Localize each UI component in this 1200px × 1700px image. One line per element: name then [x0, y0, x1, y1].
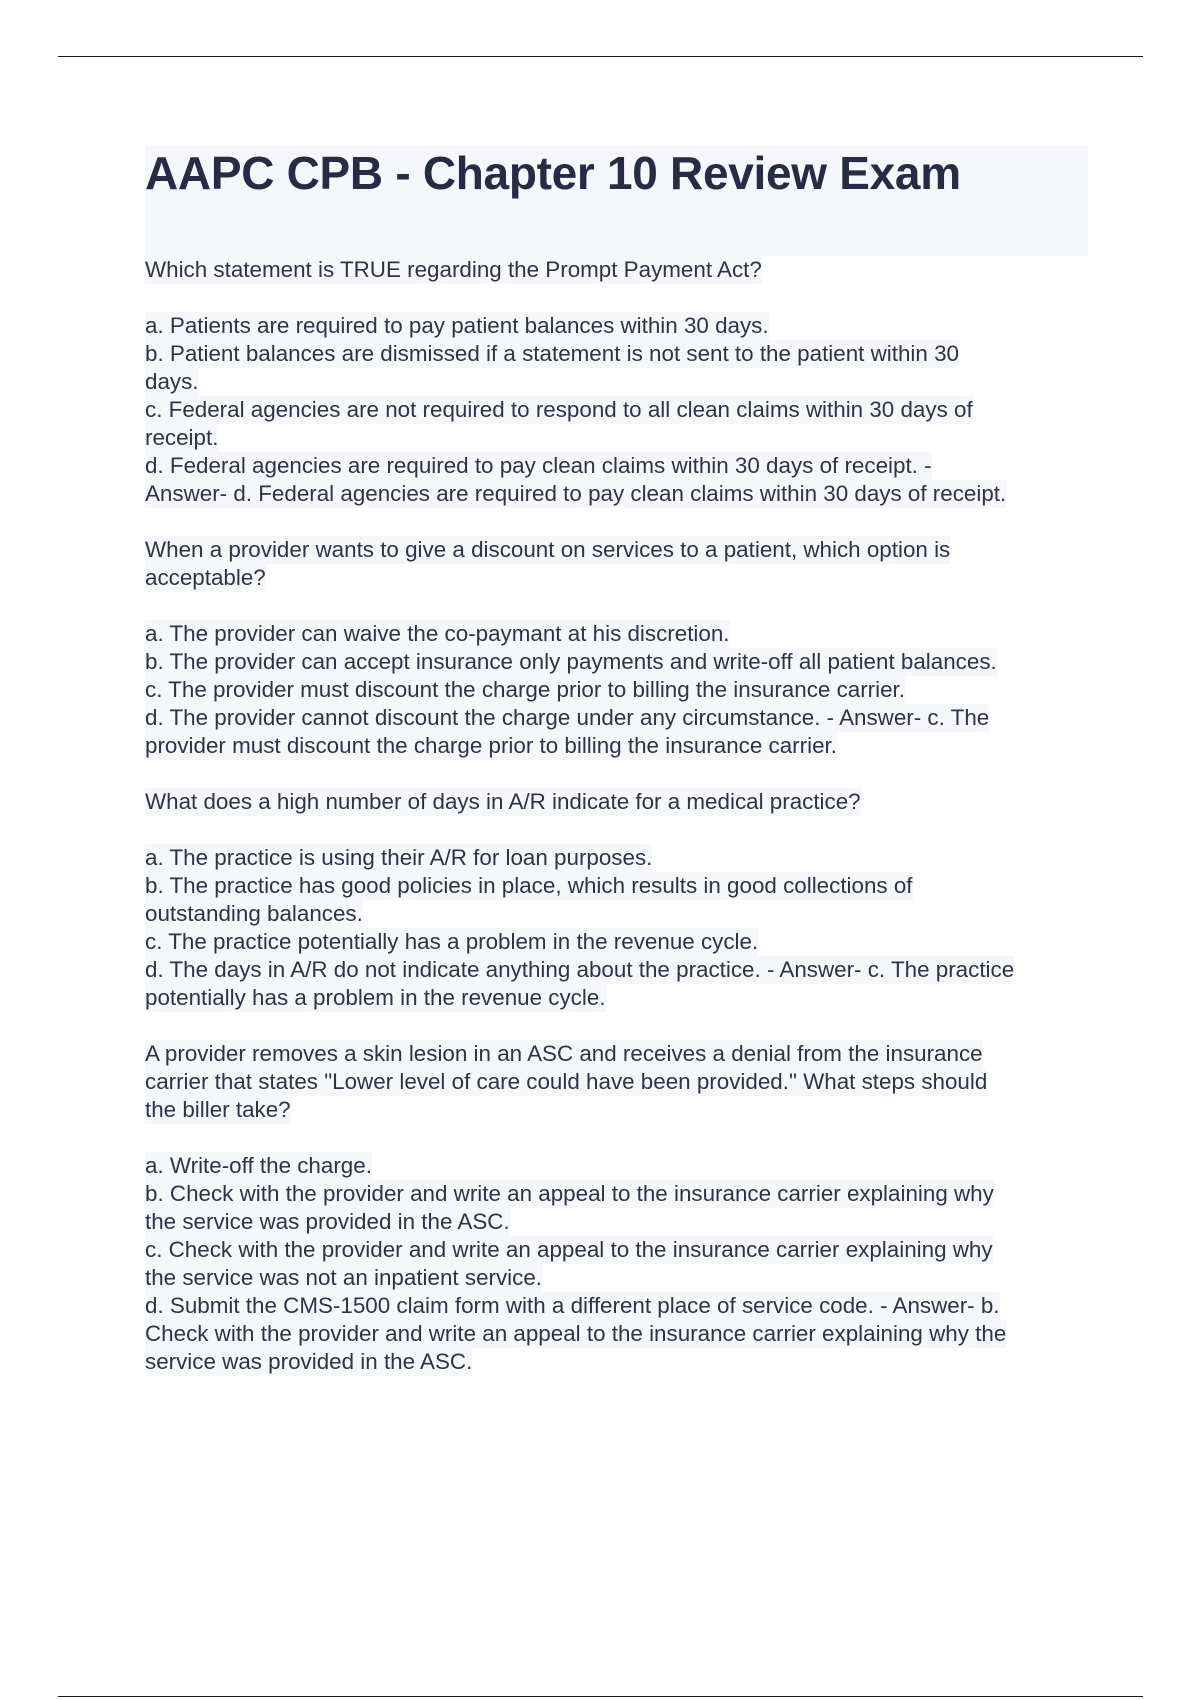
question-text: carrier that states "Lower level of care could have been provided." What steps should: [145, 1069, 988, 1094]
answer-key: Answer- d. Federal agencies are required to pay clean claims within 30 days of receipt.: [145, 481, 1007, 506]
answer-option: the service was provided in the ASC.: [145, 1209, 510, 1234]
answer-option: a. The practice is using their A/R for loan purposes.: [145, 845, 653, 870]
question-text: A provider removes a skin lesion in an ASC and receives a denial from the insurance: [145, 1041, 983, 1066]
top-rule: [58, 56, 1143, 57]
answer-option: c. Federal agencies are not required to respond to all clean claims within 30 days of: [145, 397, 973, 422]
answer-option: b. Check with the provider and write an appeal to the insurance carrier explaining why: [145, 1181, 994, 1206]
answer-option: outstanding balances.: [145, 901, 363, 926]
page-title: AAPC CPB - Chapter 10 Review Exam: [145, 147, 961, 199]
question-block: [145, 256, 1095, 508]
answer-option: c. The practice potentially has a problem in the revenue cycle.: [145, 929, 759, 954]
answer-option: c. Check with the provider and write an appeal to the insurance carrier explaining why: [145, 1237, 993, 1262]
answer-option: a. Write-off the charge.: [145, 1153, 372, 1178]
answer-option: d. The provider cannot discount the charge under any circumstance. - Answer- c. The: [145, 705, 990, 730]
answer-option: b. Patient balances are dismissed if a statement is not sent to the patient within 30: [145, 341, 959, 366]
question-block: [145, 536, 1095, 760]
answer-option: days.: [145, 369, 199, 394]
answer-option: d. Submit the CMS-1500 claim form with a different place of service code. - Answer- b.: [145, 1293, 1000, 1318]
answer-option: receipt.: [145, 425, 219, 450]
answer-option: d. Federal agencies are required to pay clean claims within 30 days of receipt. -: [145, 453, 932, 478]
question-block: [145, 1040, 1095, 1376]
answer-option: c. The provider must discount the charge prior to billing the insurance carrier.: [145, 677, 906, 702]
answer-key: Check with the provider and write an appeal to the insurance carrier explaining why the: [145, 1321, 1007, 1346]
answer-option: b. The practice has good policies in place, which results in good collections of: [145, 873, 913, 898]
answer-option: d. The days in A/R do not indicate anything about the practice. - Answer- c. The practice: [145, 957, 1015, 982]
question-text: acceptable?: [145, 565, 266, 590]
answer-option: the service was not an inpatient service.: [145, 1265, 543, 1290]
answer-option: a. Patients are required to pay patient balances within 30 days.: [145, 313, 769, 338]
answer-key: potentially has a problem in the revenue cycle.: [145, 985, 606, 1010]
question-list: [145, 256, 1095, 1404]
bottom-rule: [58, 1696, 1143, 1697]
answer-key: provider must discount the charge prior to billing the insurance carrier.: [145, 733, 837, 758]
question-text: What does a high number of days in A/R indicate for a medical practice?: [145, 789, 861, 814]
answer-option: a. The provider can waive the co-paymant at his discretion.: [145, 621, 730, 646]
question-text: Which statement is TRUE regarding the Prompt Payment Act?: [145, 257, 762, 282]
question-text: the biller take?: [145, 1097, 291, 1122]
answer-option: b. The provider can accept insurance only payments and write-off all patient balances.: [145, 649, 997, 674]
question-block: [145, 788, 1095, 1012]
answer-key: service was provided in the ASC.: [145, 1349, 473, 1374]
question-text: When a provider wants to give a discount on services to a patient, which option is: [145, 537, 951, 562]
